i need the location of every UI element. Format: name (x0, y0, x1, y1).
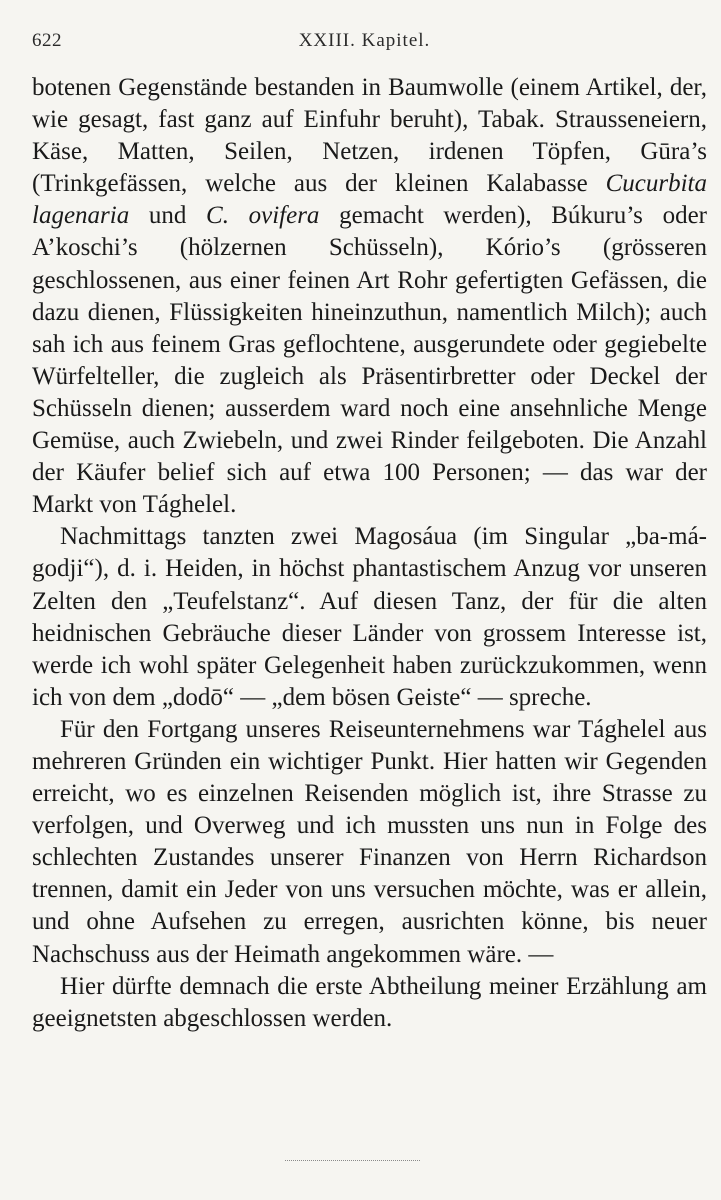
paragraph-1-species-2: C. ovifera (206, 202, 320, 230)
running-title: XXIII. Kapitel. (298, 30, 431, 51)
paragraph-3: Für den Fortgang unseres Reiseunternehmens war Tághelel aus mehreren Gründen ein wichtiger Punkt. Hier hatten wir Gegenden erreicht, wo es einzelnen Reisenden möglich ist, ihre Strasse zu verfolgen, und Overweg und ich mussten uns nun in Folge des schlechten Zustandes unserer Finanzen von Herrn Richardson trennen, damit ein Jeder von uns versuchen möchte, was er allein, und ohne Aufsehen zu erregen, ausrichten könne, bis neuer Nachschuss aus der Heimath angekommen wäre. — (32, 715, 707, 968)
paragraph-1-text-b: und (129, 202, 207, 230)
end-ornament-rule (285, 1160, 420, 1161)
paragraph-1 (32, 72, 707, 521)
body-text (32, 72, 707, 1035)
paragraph-1-species-1: Cucurbita lagenaria (32, 170, 707, 230)
paragraph-1-text-a: botenen Gegenstände bestanden in Baumwolle (einem Artikel, der, wie gesagt, fast ganz auf Einfuhr beruht), Tabak. Strausseneiern, Käse, Matten, Seilen, Netzen, irdenen Töpfen, Gūra’s (Trinkgefässen, welche aus der kleinen Kalabasse (32, 74, 707, 198)
paragraph-1-text-c: gemacht werden), Búkuru’s oder A’koschi’s (hölzernen Schüsseln), Kório’s (grösseren geschlossenen, aus einer feinen Art Rohr gefertigten Gefässen, die dazu dienen, Flüssigkeiten hineinzuthun, namentlich Milch); auch sah ich aus feinem Gras geflochtene, ausgerundete oder gegiebelte Würfelteller, die zugleich als Präsentirbretter oder Deckel der Schüsseln dienen; ausserdem ward noch eine ansehnliche Menge Gemüse, auch Zwiebeln, und zwei Rinder feilgeboten. Die Anzahl der Käufer belief sich auf etwa 100 Personen; — das war der Markt von Tághelel. (32, 202, 707, 519)
paragraph-2: Nachmittags tanzten zwei Magosáua (im Singular „ba-mágodji“), d. i. Heiden, in höchst phantastischem Anzug vor unseren Zelten den „Teufelstanz“. Auf diesen Tanz, der für die alten heidnischen Gebräuche dieser Länder von grossem Interesse ist, werde ich wohl später Gelegenheit haben zurückzukommen, wenn ich von dem „dodō“ — „dem bösen Geiste“ — spreche. (32, 523, 707, 711)
paragraph-4: Hier dürfte demnach die erste Abtheilung meiner Erzählung am geeignetsten abgeschlossen werden. (32, 972, 707, 1032)
page-number: 622 (32, 30, 62, 51)
page-header (32, 30, 697, 58)
